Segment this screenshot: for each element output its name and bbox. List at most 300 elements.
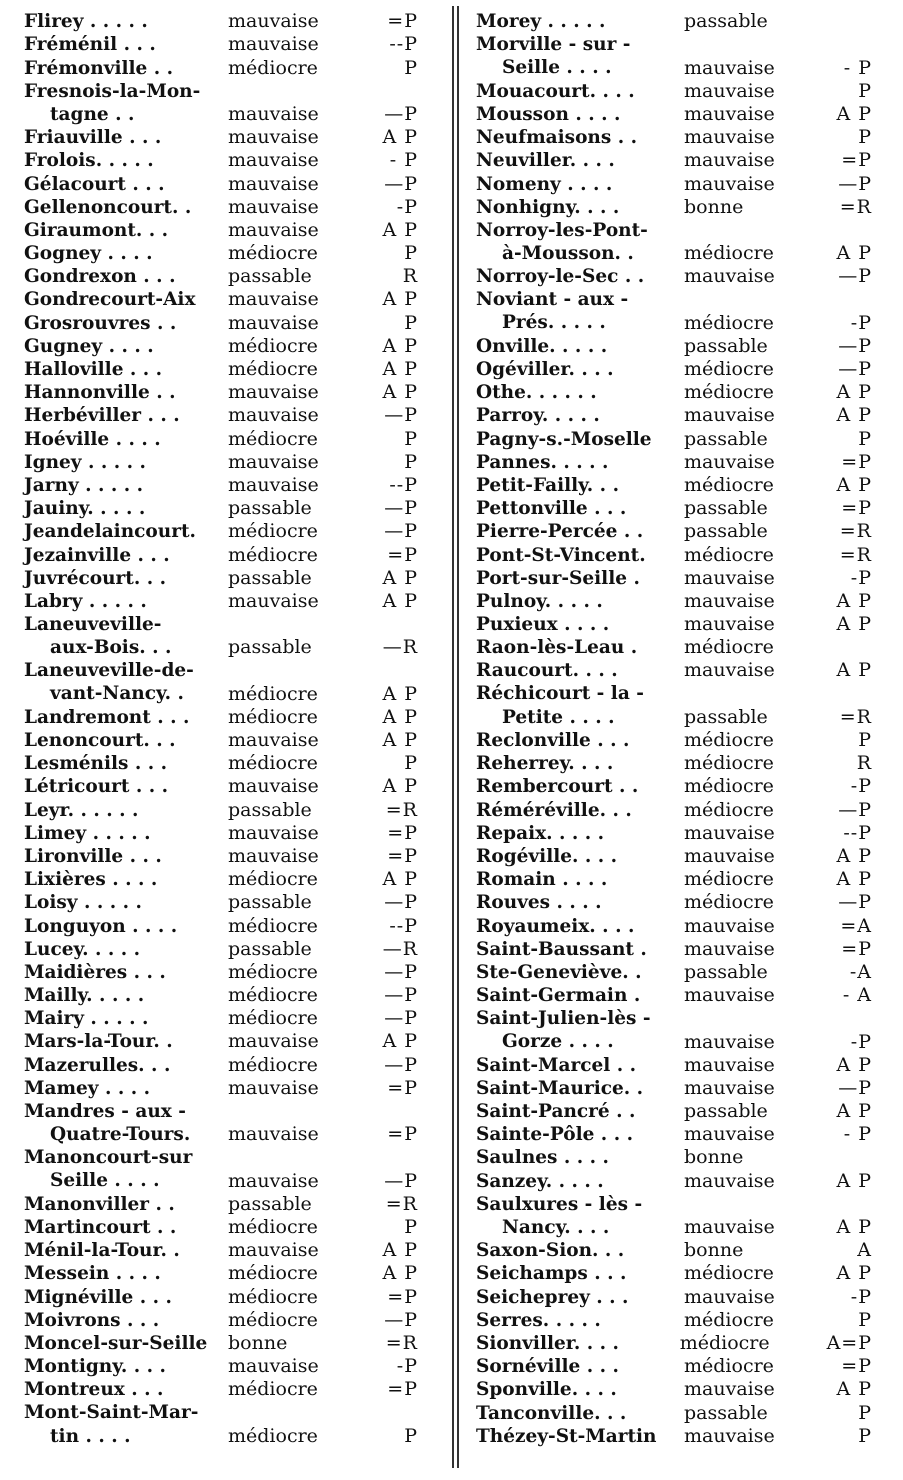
status-code: —P [384, 891, 418, 914]
commune-row [24, 1285, 426, 1308]
column-divider [452, 6, 454, 1468]
commune-name: Lironville . . . [24, 845, 162, 867]
quality-rating: passable [684, 960, 768, 983]
commune-name: Juvrécourt. . . [24, 567, 167, 589]
commune-name: Jauiny. . . . . [24, 498, 146, 520]
commune-row [24, 845, 426, 868]
quality-rating: mauvaise [684, 1285, 775, 1308]
commune-name: Royaumeix. . . . [476, 915, 635, 937]
commune-name-continuation: Seille . . . . [502, 57, 612, 79]
status-code: A P [382, 126, 418, 149]
status-code: -P [850, 775, 872, 798]
commune-row [476, 358, 880, 381]
quality-rating: médiocre [679, 1331, 770, 1354]
quality-rating: mauvaise [684, 845, 775, 867]
quality-rating: mauvaise [684, 659, 775, 682]
quality-rating: médiocre [228, 358, 318, 381]
status-code: A P [382, 775, 418, 798]
commune-name [24, 80, 224, 126]
commune-row [24, 961, 426, 984]
quality-rating: médiocre [684, 729, 774, 752]
commune-name: Landremont . . . [24, 706, 190, 728]
commune-name [24, 1401, 224, 1447]
commune-row [24, 474, 426, 497]
commune-row [476, 1193, 880, 1239]
commune-name: Mailly. . . . . [24, 985, 145, 1007]
commune-row [476, 497, 880, 520]
commune-row [476, 798, 880, 821]
quality-rating: mauvaise [684, 1216, 775, 1239]
commune-row [476, 288, 880, 334]
quality-rating: mauvaise [684, 937, 775, 960]
quality-rating: mauvaise [684, 149, 775, 172]
commune-name: Thézey-St-Martin [476, 1425, 657, 1447]
status-code: A P [836, 589, 872, 612]
quality-rating: mauvaise [228, 844, 319, 867]
commune-row [24, 613, 426, 659]
quality-rating: passable [684, 1401, 768, 1424]
commune-name [476, 219, 680, 265]
commune-name: Mamey . . . . [24, 1077, 151, 1099]
status-code: —P [384, 102, 418, 125]
status-code: —P [838, 891, 872, 914]
status-code: - P [843, 56, 872, 79]
commune-name: Reherrey. . . . [476, 753, 614, 775]
commune-row [476, 1332, 880, 1355]
quality-rating: passable [228, 891, 312, 914]
commune-row [24, 219, 426, 242]
commune-name [476, 1007, 680, 1053]
commune-row [476, 1054, 880, 1077]
commune-row [476, 1077, 880, 1100]
commune-name: Flirey . . . . . [24, 11, 148, 33]
commune-row [476, 567, 880, 590]
quality-rating: mauvaise [684, 265, 775, 288]
commune-name: Mouacourt. . . . [476, 80, 635, 102]
quality-rating: mauvaise [684, 126, 775, 149]
commune-name: Saulnes . . . . [476, 1147, 609, 1169]
quality-rating: médiocre [684, 775, 774, 798]
commune-row [24, 451, 426, 474]
quality-rating: mauvaise [684, 450, 775, 473]
status-code: A P [836, 242, 872, 265]
commune-name: Pont-St-Vincent. [476, 544, 646, 566]
commune-row [24, 358, 426, 381]
commune-name: Ogéviller. . . . [476, 359, 614, 381]
commune-name: Nomeny . . . . [476, 173, 613, 195]
quality-rating: médiocre [228, 868, 318, 891]
quality-rating: passable [684, 520, 768, 543]
status-code: A=P [826, 1331, 872, 1354]
commune-row [24, 543, 426, 566]
status-code: —P [384, 520, 418, 543]
commune-row [24, 288, 426, 311]
status-code: A P [382, 1262, 418, 1285]
commune-name: Lenoncourt. . . [24, 730, 176, 752]
status-code: P [404, 1216, 418, 1239]
commune-name: Sainte-Pôle . . . [476, 1124, 634, 1146]
commune-row [476, 636, 880, 659]
quality-rating: mauvaise [228, 218, 319, 241]
status-code: --P [843, 821, 872, 844]
commune-name: Puxieux . . . . [476, 614, 610, 636]
quality-rating: médiocre [228, 520, 318, 543]
commune-name-line: Laneuveville- [24, 613, 162, 635]
commune-row [24, 335, 426, 358]
commune-row [24, 567, 426, 590]
quality-rating: mauvaise [228, 172, 319, 195]
commune-name: Moncel-sur-Seille [24, 1332, 208, 1354]
commune-name: Herbéviller . . . [24, 405, 180, 427]
commune-row [24, 404, 426, 427]
status-code: =R [385, 1331, 418, 1354]
commune-name-continuation: aux-Bois. . . [50, 637, 172, 659]
quality-rating: médiocre [228, 1285, 318, 1308]
quality-rating: mauvaise [228, 1355, 319, 1378]
quality-rating: mauvaise [228, 1169, 319, 1192]
commune-name: Fréménil . . . [24, 34, 156, 56]
quality-rating: médiocre [228, 1007, 318, 1030]
commune-row [476, 1123, 880, 1146]
commune-row [476, 33, 880, 79]
commune-row [476, 1425, 880, 1448]
status-code: -P [850, 566, 872, 589]
commune-name: Ste-Geneviève. . [476, 961, 642, 983]
commune-row [24, 242, 426, 265]
commune-name: Pettonville . . . [476, 498, 627, 520]
quality-rating: mauvaise [228, 102, 319, 125]
commune-name: Gondrecourt-Aix [24, 289, 196, 311]
left-column [24, 10, 426, 1448]
status-code: A P [382, 589, 418, 612]
commune-name: Saint-Baussant . [476, 938, 647, 960]
quality-rating: mauvaise [684, 613, 775, 636]
quality-rating: médiocre [684, 1308, 774, 1331]
commune-row [476, 1239, 880, 1262]
status-code: -P [850, 1030, 872, 1053]
commune-name [476, 1193, 680, 1239]
commune-row [476, 659, 880, 682]
commune-name: Mousson . . . . [476, 103, 621, 125]
commune-row [476, 984, 880, 1007]
commune-row [476, 729, 880, 752]
commune-name: Pierre-Percée . . [476, 521, 644, 543]
quality-rating: médiocre [228, 682, 318, 705]
status-code: =P [387, 1378, 418, 1401]
commune-name: Rembercourt . . [476, 776, 639, 798]
status-code: A P [836, 404, 872, 427]
status-code: A P [382, 1239, 418, 1262]
quality-rating: médiocre [684, 473, 774, 496]
status-code: =P [387, 10, 418, 33]
commune-name: Sponville. . . . [476, 1379, 617, 1401]
commune-row [476, 613, 880, 636]
status-code: A P [382, 358, 418, 381]
status-code: =R [839, 195, 872, 218]
commune-row [476, 474, 880, 497]
commune-name [476, 682, 680, 728]
status-code: A P [836, 613, 872, 636]
status-code: A P [836, 1262, 872, 1285]
status-code: A P [382, 729, 418, 752]
commune-name: Port-sur-Seille . [476, 567, 640, 589]
status-code: =P [387, 821, 418, 844]
status-code: A P [836, 1378, 872, 1401]
commune-row [24, 1401, 426, 1447]
commune-name: Sornéville . . . [476, 1356, 619, 1378]
status-code: —P [838, 172, 872, 195]
commune-row [476, 103, 880, 126]
status-code: =P [387, 1285, 418, 1308]
commune-name: Grosrouvres . . [24, 312, 177, 334]
commune-row [24, 265, 426, 288]
commune-row [476, 845, 880, 868]
quality-rating: médiocre [228, 914, 318, 937]
quality-rating: bonne [228, 1331, 288, 1354]
status-code: A P [382, 288, 418, 311]
commune-name-line: Noviant - aux - [476, 289, 629, 311]
quality-rating: médiocre [228, 1378, 318, 1401]
commune-name: Serres. . . . . [476, 1309, 601, 1331]
quality-rating: passable [228, 937, 312, 960]
commune-row [24, 1239, 426, 1262]
commune-name: Raon-lès-Leau . [476, 637, 638, 659]
commune-name: Morey . . . . . [476, 11, 606, 33]
commune-row [24, 1309, 426, 1332]
status-code: P [404, 427, 418, 450]
status-code: --P [389, 473, 418, 496]
commune-row [24, 520, 426, 543]
commune-row [24, 1332, 426, 1355]
commune-row [476, 938, 880, 961]
commune-row [476, 590, 880, 613]
commune-name-line: Manoncourt-sur [24, 1147, 193, 1169]
status-code: —P [384, 1053, 418, 1076]
commune-name: Labry . . . . . [24, 590, 147, 612]
status-code: --P [389, 914, 418, 937]
status-code: =P [841, 497, 872, 520]
quality-rating: mauvaise [228, 729, 319, 752]
commune-name: Gellenoncourt. . [24, 196, 192, 218]
commune-name [24, 1146, 224, 1192]
commune-name: Mignéville . . . [24, 1286, 172, 1308]
status-code: =R [839, 520, 872, 543]
status-code: -A [849, 960, 872, 983]
commune-name: Rogéville. . . . [476, 846, 618, 867]
status-code: A P [836, 102, 872, 125]
commune-name-continuation: Petite . . . . [502, 706, 615, 728]
commune-name: Martincourt . . [24, 1217, 177, 1239]
quality-rating: mauvaise [684, 1076, 775, 1099]
commune-row [24, 10, 426, 33]
commune-name: Mars-la-Tour. . [24, 1031, 173, 1053]
commune-row [476, 1401, 880, 1424]
commune-name-continuation: à-Mousson. . [502, 242, 634, 264]
commune-name: Onville. . . . . [476, 335, 608, 357]
commune-name: Montigny. . . . [24, 1356, 166, 1378]
quality-rating: mauvaise [228, 473, 319, 496]
quality-rating: médiocre [684, 242, 774, 265]
status-code: =R [839, 705, 872, 728]
commune-name: Neuviller. . . . [476, 150, 615, 172]
status-code: —P [384, 172, 418, 195]
commune-name: Loisy . . . . . [24, 892, 142, 914]
commune-name [24, 1100, 224, 1146]
commune-row [24, 706, 426, 729]
status-code: —P [838, 358, 872, 381]
column-divider [457, 6, 459, 1468]
commune-row [476, 404, 880, 427]
commune-name: Mazerulles. . . [24, 1054, 171, 1076]
status-code: --P [389, 33, 418, 56]
commune-name: Saint-Pancré . . [476, 1101, 636, 1123]
commune-name-line: Morville - sur - [476, 34, 631, 56]
quality-rating: mauvaise [684, 1169, 775, 1192]
commune-row [24, 1146, 426, 1192]
quality-rating: passable [228, 1192, 312, 1215]
status-code: —P [838, 1076, 872, 1099]
commune-name: Ménil-la-Tour. . [24, 1240, 180, 1262]
commune-name-continuation: Seille . . . . [50, 1170, 160, 1192]
status-code: —R [382, 636, 418, 659]
commune-row [476, 543, 880, 566]
commune-name: Halloville . . . [24, 359, 163, 381]
commune-name: Réméréville. . . [476, 799, 632, 821]
commune-row [476, 961, 880, 984]
quality-rating: médiocre [228, 1308, 318, 1331]
quality-rating: médiocre [684, 891, 774, 914]
commune-row [24, 1262, 426, 1285]
commune-name-line: Mandres - aux - [24, 1100, 186, 1122]
quality-rating: bonne [684, 1239, 744, 1262]
quality-rating: mauvaise [228, 311, 319, 334]
commune-row [476, 219, 880, 265]
commune-name: Pulnoy. . . . . [476, 590, 603, 612]
status-code: A P [382, 218, 418, 241]
commune-name: Limey . . . . . [24, 822, 151, 844]
commune-row [24, 381, 426, 404]
quality-rating: mauvaise [228, 1076, 319, 1099]
status-code: P [404, 752, 418, 775]
right-column [476, 10, 880, 1448]
status-code: A P [836, 845, 872, 867]
quality-rating: médiocre [684, 798, 774, 821]
commune-row [24, 56, 426, 79]
status-code: A P [382, 381, 418, 404]
commune-name: Nonhigny. . . . [476, 196, 620, 218]
status-code: A P [836, 659, 872, 682]
commune-row [476, 914, 880, 937]
commune-name: Jarny . . . . . [24, 474, 144, 496]
commune-name: Reclonville . . . [476, 730, 630, 752]
quality-rating: mauvaise [684, 914, 775, 937]
quality-rating: mauvaise [228, 1123, 319, 1146]
commune-row [24, 822, 426, 845]
status-code: —P [384, 1308, 418, 1331]
commune-row [476, 1309, 880, 1332]
quality-rating: médiocre [684, 381, 774, 404]
commune-name: Othe. . . . . . [476, 382, 597, 404]
quality-rating: mauvaise [684, 821, 775, 844]
status-code: P [404, 56, 418, 79]
quality-rating: passable [684, 334, 768, 357]
commune-name: Seicheprey . . . [476, 1286, 629, 1308]
quality-rating: médiocre [684, 752, 774, 775]
commune-name: Hoéville . . . . [24, 428, 161, 450]
status-code: R [856, 752, 872, 775]
quality-rating: médiocre [228, 242, 318, 265]
commune-name-line: Norroy-les-Pont- [476, 219, 648, 241]
commune-name: Neufmaisons . . [476, 127, 638, 149]
status-code: —R [382, 937, 418, 960]
status-code: =P [387, 543, 418, 566]
commune-row [476, 1146, 880, 1169]
quality-rating: médiocre [228, 1216, 318, 1239]
quality-rating: mauvaise [228, 149, 319, 172]
commune-name: Rouves . . . . [476, 892, 602, 914]
commune-name: Manonviller . . [24, 1193, 175, 1215]
commune-name: Repaix. . . . . [476, 822, 605, 844]
quality-rating: passable [684, 10, 768, 33]
status-code: P [858, 1308, 872, 1331]
quality-rating: médiocre [228, 752, 318, 775]
quality-rating: bonne [684, 1146, 744, 1169]
quality-rating: mauvaise [684, 1424, 775, 1447]
status-code: A P [836, 1100, 872, 1123]
quality-rating: passable [684, 1100, 768, 1123]
status-code: A P [836, 473, 872, 496]
status-code: A P [382, 1030, 418, 1053]
commune-row [24, 1216, 426, 1239]
quality-rating: médiocre [228, 543, 318, 566]
commune-row [24, 938, 426, 961]
commune-row [24, 427, 426, 450]
commune-name: Mairy . . . . . [24, 1008, 149, 1030]
status-code: P [404, 450, 418, 473]
commune-name: Raucourt. . . . [476, 660, 618, 682]
commune-row [24, 33, 426, 56]
commune-row [476, 822, 880, 845]
quality-rating: mauvaise [684, 172, 775, 195]
commune-row [476, 1378, 880, 1401]
commune-name-line: Laneuveville-de- [24, 660, 194, 682]
status-code: =R [839, 543, 872, 566]
commune-row [24, 1007, 426, 1030]
commune-row [24, 775, 426, 798]
commune-name: Jezainville . . . [24, 544, 170, 566]
status-code: =R [385, 798, 418, 821]
commune-name: Norroy-le-Sec . . [476, 266, 645, 288]
quality-rating: passable [684, 705, 768, 728]
quality-rating: médiocre [228, 705, 318, 728]
commune-name-continuation: Quatre-Tours. [50, 1124, 191, 1146]
status-code: =P [387, 1123, 418, 1146]
commune-row [24, 172, 426, 195]
commune-row [24, 891, 426, 914]
quality-rating: mauvaise [684, 404, 775, 427]
status-code: A P [382, 705, 418, 728]
quality-rating: mauvaise [684, 984, 775, 1007]
commune-name: Petit-Failly. . . [476, 474, 620, 496]
commune-row [476, 1285, 880, 1308]
status-code: P [858, 427, 872, 450]
status-code: P [858, 729, 872, 752]
commune-name: Friauville . . . [24, 127, 162, 149]
commune-name: Gélacourt . . . [24, 173, 165, 195]
status-code: =P [841, 149, 872, 172]
status-code: P [404, 1424, 418, 1447]
commune-name-continuation: Nancy. . . . [502, 1216, 610, 1238]
